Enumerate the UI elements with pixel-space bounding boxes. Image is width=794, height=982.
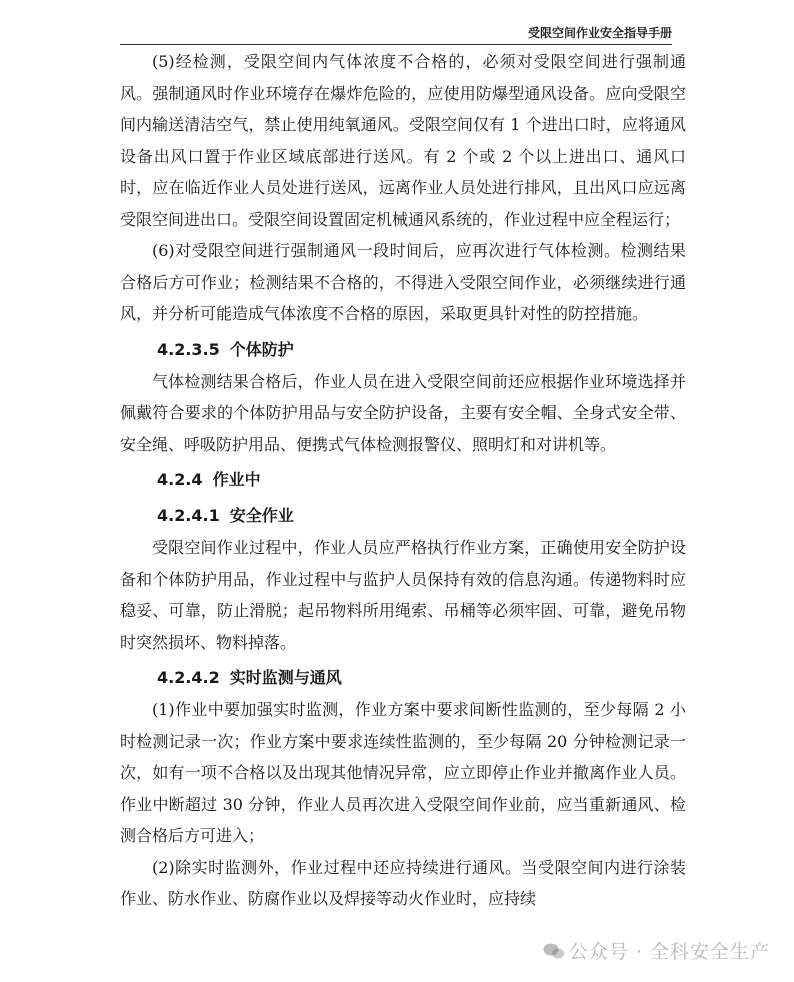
paragraph-retest-6: (6)对受限空间进行强制通风一段时间后，应再次进行气体检测。检测结果合格后方可作业；检测结果不合格的，不得进入受限空间作业，必须继续进行通风，并分析可能造成气体浓度不合格的原因，采取更具针对性的防控措施。 — [120, 241, 686, 323]
heading-title: 个体防护 — [229, 339, 294, 359]
paragraph-safe-operation: 受限空间作业过程中，作业人员应严格执行作业方案，正确使用安全防护设备和个体防护用品，作业过程中与监护人员保持有效的信息沟通。传递物料时应稳妥、可靠，防止滑脱；起吊物料所用绳索、吊桶等必须牢固、可靠，避免吊物时突然损坏、物料掉落。 — [120, 538, 686, 652]
paragraph-monitoring-1: (1)作业中要加强实时监测，作业方案中要求间断性监测的，至少每隔 2 小时检测记录一次；作业方案中要求连续性监测的，至少每隔 20 分钟检测记录一次，如有一项不合格以及出现其他情况异常，应立即停止作业并撤离作业人员。作业中断超过 30 分钟，作业人员再次进入受限空间作业前，应当重新通风、检测合格后方可进入； — [120, 700, 686, 845]
watermark — [543, 937, 770, 964]
heading-4241 — [120, 500, 686, 532]
heading-title: 作业中 — [212, 470, 261, 489]
heading-4242 — [120, 662, 686, 694]
heading-number: 4.2.3.5 — [157, 339, 220, 359]
paragraph-ventilation-2: (2)除实时监测外，作业过程中还应持续进行通风。当受限空间内进行涂装作业、防水作业、防腐作业以及焊接等动火作业时，应持续 — [120, 857, 686, 908]
heading-title: 实时监测与通风 — [229, 668, 342, 687]
watermark-text: 公众号 · 全科安全生产 — [568, 941, 770, 963]
heading-424 — [120, 464, 686, 496]
page-content — [120, 46, 686, 915]
paragraph-ventilation-5: (5)经检测，受限空间内气体浓度不合格的，必须对受限空间进行强制通风。强制通风时作业环境存在爆炸危险的，应使用防爆型通风设备。应向受限空间内输送清洁空气，禁止使用纯氧通风。受限空间仅有 1 个进出口时，应将通风设备出风口置于作业区域底部进行送风。有 2 个或 2 个以上进出口、通风口时，应在临近作业人员处进行送风，远离作业人员处进行排风，且出风口应远离受限空间进出口。受限空间设置固定机械通风系统的，作业过程中应全程运行； — [120, 52, 686, 229]
paragraph-personal-protection: 气体检测结果合格后，作业人员在进入受限空间前还应根据作业环境选择并佩戴符合要求的个体防护用品与安全防护设备，主要有安全帽、全身式安全带、安全绳、呼吸防护用品、便携式气体检测报警仪、照明灯和对讲机等。 — [120, 371, 686, 454]
header-title: 受限空间作业安全指导手册 — [527, 26, 672, 40]
running-header — [120, 24, 672, 45]
heading-title: 安全作业 — [229, 506, 294, 525]
wechat-icon — [543, 942, 565, 960]
heading-4235 — [120, 334, 686, 366]
heading-number: 4.2.4.1 — [157, 506, 220, 525]
heading-number: 4.2.4.2 — [157, 668, 220, 687]
heading-number: 4.2.4 — [157, 470, 203, 489]
